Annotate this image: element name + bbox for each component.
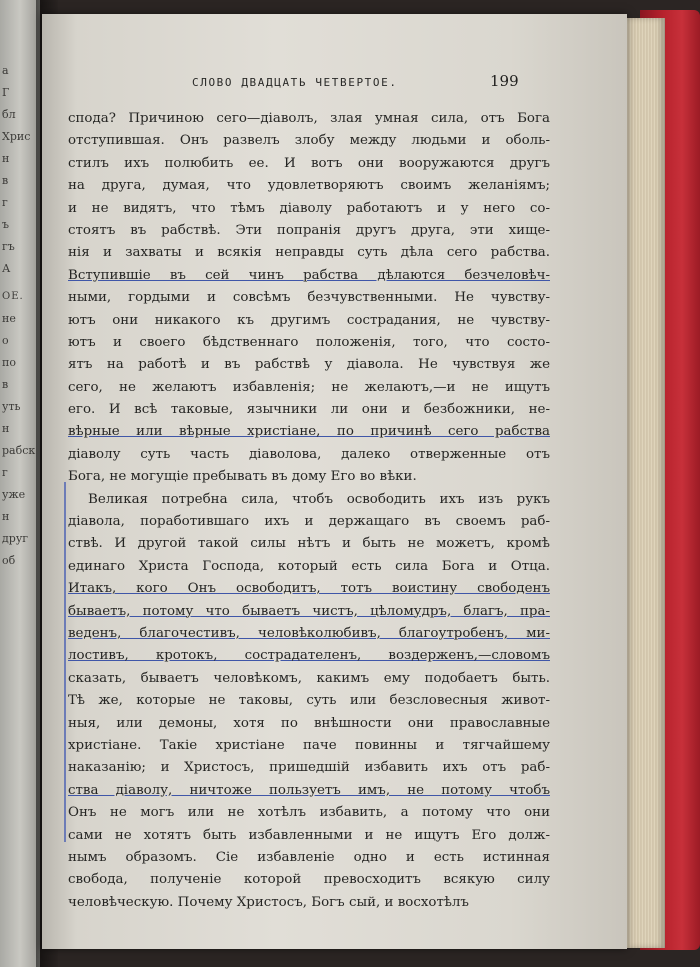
text-line: веденъ, благочестивъ, человѣколюбивъ, благоутробенъ, ми- — [68, 625, 550, 641]
text-line: его. И всѣ таковые, язычники ли они и безбожники, не- — [68, 402, 550, 418]
left-page-fragment: в — [2, 174, 9, 187]
left-page-fragment: н — [2, 152, 10, 165]
text-line: ютъ и своего бѣдственнаго положенія, того, что состо- — [68, 334, 550, 350]
text-line: Тѣ же, которые не таковы, суть или безсловесныя живот- — [68, 693, 550, 709]
left-page-fragment: а — [2, 64, 9, 77]
right-page — [42, 14, 627, 949]
left-page-fragment: о — [2, 334, 9, 347]
text-line: отступившая. Онъ развелъ злобу между людьми и оболь- — [68, 133, 550, 149]
left-page-fragment: по — [2, 356, 16, 369]
left-facing-page — [0, 0, 40, 967]
left-page-fragment: не — [2, 312, 16, 325]
text-line: сего, не желаютъ избавленія; не желаютъ,—и не ищутъ — [68, 379, 550, 395]
text-line: Бога, не могущіе пребывать въ дому Его во вѣки. — [68, 469, 417, 485]
text-line: Онъ не могъ или не хотѣлъ избавить, а потому что они — [68, 805, 550, 821]
text-line: ныя, или демоны, хотя по внѣшности они православные — [68, 715, 550, 731]
left-page-fragment: уже — [2, 488, 26, 501]
text-line: Великая потребна сила, чтобъ освободить ихъ изъ рукъ — [88, 491, 550, 507]
left-page-fragment: друг — [2, 532, 29, 545]
text-line: нымъ образомъ. Сіе избавленіе одно и есть истинная — [68, 849, 550, 865]
text-line: сами не хотятъ быть избавленными и не ищутъ Его долж- — [68, 827, 550, 843]
margin-pencil-mark — [64, 482, 66, 842]
text-line: ствѣ. И другой такой силы нѣтъ и быть не можетъ, кромѣ — [68, 536, 550, 552]
text-line: лостивъ, кротокъ, сострадателенъ, воздерженъ,—словомъ — [68, 648, 550, 664]
left-page-fragment: уть — [2, 400, 21, 413]
text-line: и не видятъ, что тѣмъ діаволу работаютъ и у него со- — [68, 200, 550, 216]
text-line: вѣрные или вѣрные христіане, по причинѣ сего рабства — [68, 424, 550, 440]
text-line: на друга, думая, что удовлетворяютъ своимъ желаніямъ; — [68, 178, 550, 194]
body-text — [68, 108, 550, 914]
left-page-fragment: А — [2, 262, 11, 275]
left-page-fragment: н — [2, 510, 10, 523]
left-page-fragment: ОЕ. — [2, 291, 24, 302]
left-page-fragment: рабск — [2, 444, 36, 457]
text-line: спода? Причиною сего—діаволъ, злая умная сила, отъ Бога — [68, 111, 550, 126]
left-page-fragment: н — [2, 422, 10, 435]
left-page-fragment: г — [2, 196, 8, 209]
left-page-fragment: бл — [2, 108, 16, 121]
text-line: діавола, поработившаго ихъ и держащаго въ своемъ раб- — [68, 514, 550, 530]
text-line: стоятъ въ рабствѣ. Эти попранія другъ друга, эти хище- — [68, 222, 550, 238]
text-line: сказать, бываетъ человѣкомъ, какимъ ему подобаетъ быть. — [68, 670, 550, 686]
left-page-fragment: г — [2, 466, 8, 479]
text-line: единаго Христа Господа, который есть сила Бога и Отца. — [68, 558, 550, 574]
text-line: наказанію; и Христосъ, пришедшій избавить ихъ отъ раб- — [68, 760, 550, 776]
page-header — [42, 72, 627, 96]
text-line: ства діаволу, ничтоже пользуетъ имъ, не потому чтобъ — [68, 782, 550, 798]
left-page-fragment: Г — [2, 86, 10, 99]
text-line: человѣческую. Почему Христосъ, Богъ сый, и восхотѣлъ — [68, 894, 469, 910]
left-page-fragment: Хрис — [2, 130, 31, 143]
text-line: діаволу суть часть діаволова, далеко отверженные отъ — [68, 446, 550, 462]
text-line: ными, гордыми и совсѣмъ безчувственными. Не чувству- — [68, 290, 550, 306]
text-line: нія и захваты и всякія неправды суть дѣла сего рабства. — [68, 245, 550, 261]
text-line: Итакъ, кого Онъ освободитъ, тотъ воистину свободенъ — [68, 581, 550, 597]
left-page-text — [2, 60, 40, 572]
text-line: бываетъ, потому что бываетъ чистъ, цѣломудръ, благъ, пра- — [68, 603, 550, 619]
text-line: ютъ они никакого къ другимъ сострадания, не чувству- — [68, 312, 550, 328]
left-page-fragment: ъ — [2, 218, 9, 231]
text-line: стилъ ихъ полюбить ее. И вотъ они вооружаются другъ — [68, 155, 550, 171]
text-line: свобода, полученіе которой превосходитъ всякую силу — [68, 872, 550, 888]
left-page-fragment: в — [2, 378, 9, 391]
page-number: 199 — [490, 72, 519, 90]
left-page-fragment: об — [2, 554, 16, 567]
left-page-fragment: гъ — [2, 240, 15, 253]
text-line: ятъ на работѣ и въ рабствѣ у діавола. Не чувствуя же — [68, 357, 550, 373]
running-title: СЛОВО ДВАДЦАТЬ ЧЕТВЕРТОЕ. — [192, 76, 398, 89]
text-line: Вступившіе въ сей чинъ рабства дѣлаются безчеловѣч- — [68, 267, 550, 283]
text-line: христіане. Такіе христіане паче повинны и тягчайшему — [68, 737, 550, 753]
